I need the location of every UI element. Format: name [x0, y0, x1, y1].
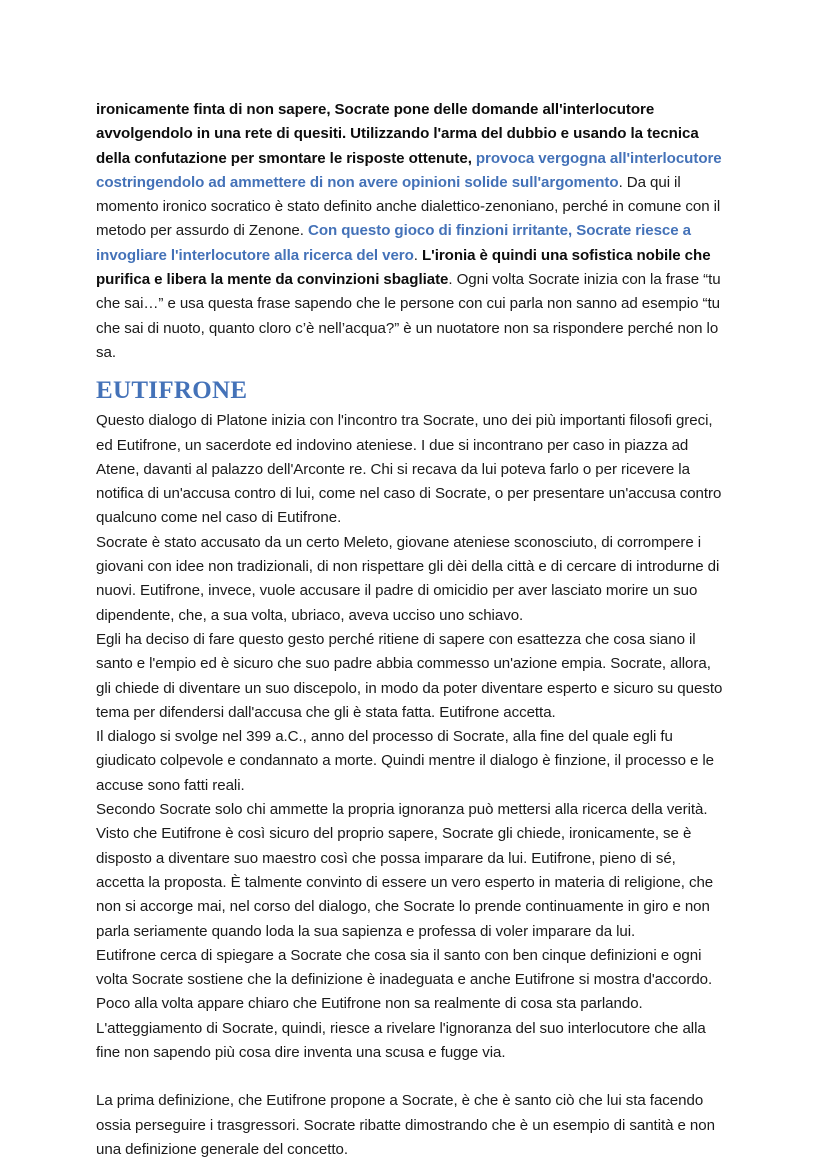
- document-content: [96, 98, 728, 1162]
- paragraph-cinque-definizioni: Eutifrone cerca di spiegare a Socrate che cosa sia il santo con ben cinque definizioni e ogni volta Socrate sostiene che la definizione è inadeguata e anche Eutifrone si mostra d'accordo. Poco alla volta appare chiaro che Eutifrone non sa realmente di cosa sta parlando.: [96, 946, 713, 1013]
- paragraph-ignoranza-ricerca: Secondo Socrate solo chi ammette la propria ignoranza può mettersi alla ricerca della verità. Visto che Eutifrone è così sicuro del proprio sapere, Socrate gli chiede, ironicamente, se è disposto a diventare suo maestro così che possa imparare da lui. Eutifrone, pieno di sé, accetta la proposta. È talmente convinto di essere un vero esperto in materia di religione, che non si accorge mai, nel corso del dialogo, che Socrate lo prende continuamente in giro e non parla seriamente quando loda la sua sapienza e professa di voler imparare da lui.: [96, 801, 714, 940]
- paragraph-segment-plain-1: . Da qui il momento ironico socratico è stato definito anche dialettico-zenoniano, perché in comune con il metodo per assurdo di Zenone.: [96, 173, 721, 240]
- paragraph-segment-bold: ironicamente finta di non sapere, Socrate pone delle domande all'interlocutore avvolgendolo in una rete di quesiti. Utilizzando l'arma del dubbio: [96, 101, 655, 143]
- paragraph-segment-bold-2: e usando la tecnica della confutazione per smontare le risposte ottenute,: [96, 125, 699, 167]
- paragraph-gesto-santo-empio: Egli ha deciso di fare questo gesto perché ritiene di sapere con esattezza che cosa siano il santo e l'empio ed è sicuro che suo padre abbia commesso un'azione empia. Socrate, allora, gli chiede di diventare un suo discepolo, in modo da poter diventare esperto e sicuro su questo tema per difendersi dall'accusa che gli è stata fatta. Eutifrone accetta.: [96, 630, 723, 721]
- paragraph-accusa-meleto: Socrate è stato accusato da un certo Meleto, giovane ateniese sconosciuto, di corrompere i giovani con idee non tradizionali, di non rispettare gli dèi della città e di cercare di introdurne di nuovi. Eutifrone, invece, vuole accusare il padre di omicidio per aver lasciato morire un suo dipendente, che, a sua volta, ubriaco, aveva ucciso uno schiavo.: [96, 533, 720, 624]
- paragraph-atteggiamento-socrate: L'atteggiamento di Socrate, quindi, riesce a rivelare l'ignoranza del suo interlocutore che alla fine non sapendo più cosa dire inventa una scusa e fugge via.: [96, 1019, 706, 1061]
- paragraph-segment-bold-3: L'ironia è quindi una sofistica nobile che purifica e libera la mente da convinzioni sbagliate: [96, 246, 711, 289]
- paragraph-segment-highlight-2: Con questo gioco di finzioni irritante, Socrate riesce a invogliare l'interlocutore alla ricerca del vero: [96, 222, 692, 264]
- paragraph-segment-highlight-1: provoca vergogna all'interlocutore costringendolo ad ammettere di non avere opinioni solide sull'argomento: [96, 149, 722, 191]
- section-heading-eutifrone: EUTIFRONE: [96, 377, 248, 405]
- paragraph-segment-plain-3: . Ogni volta Socrate inizia con la frase “tu che sai…” e usa questa frase sapendo che le persone con cui parla non sanno ad esempio “tu che sai di nuoto, quanto cloro c’è nell’acqua?” è un nuotatore non sa rispondere perché non lo sa.: [96, 271, 721, 361]
- paragraph-prima-definizione: La prima definizione, che Eutifrone propone a Socrate, è che è santo ciò che lui sta facendo ossia perseguire i trasgressori. Socrate ribatte dimostrando che è un esempio di santità e non una definizione generale del concetto.: [96, 1092, 715, 1158]
- paragraph-datazione-399: Il dialogo si svolge nel 399 a.C., anno del processo di Socrate, alla fine del quale egli fu giudicato colpevole e condannato a morte. Quindi mentre il dialogo è finzione, il processo e le accuse sono fatti reali.: [96, 728, 715, 794]
- paragraph-segment-plain-2: .: [413, 246, 422, 264]
- paragraph-ironia: [96, 98, 728, 365]
- paragraph-dialogo-incontro: Questo dialogo di Platone inizia con l'incontro tra Socrate, uno dei più importanti filosofi greci, ed Eutifrone, un sacerdote ed indovino ateniese. I due si incontrano per caso in piazza ad Atene, davanti al palazzo dell'Arconte re. Chi si recava da lui poteva farlo o per ricevere la notifica di un'accusa contro di lui, come nel caso di Socrate, o per presentare un'accusa contro qualcuno come nel caso di Eutifrone.: [96, 412, 722, 527]
